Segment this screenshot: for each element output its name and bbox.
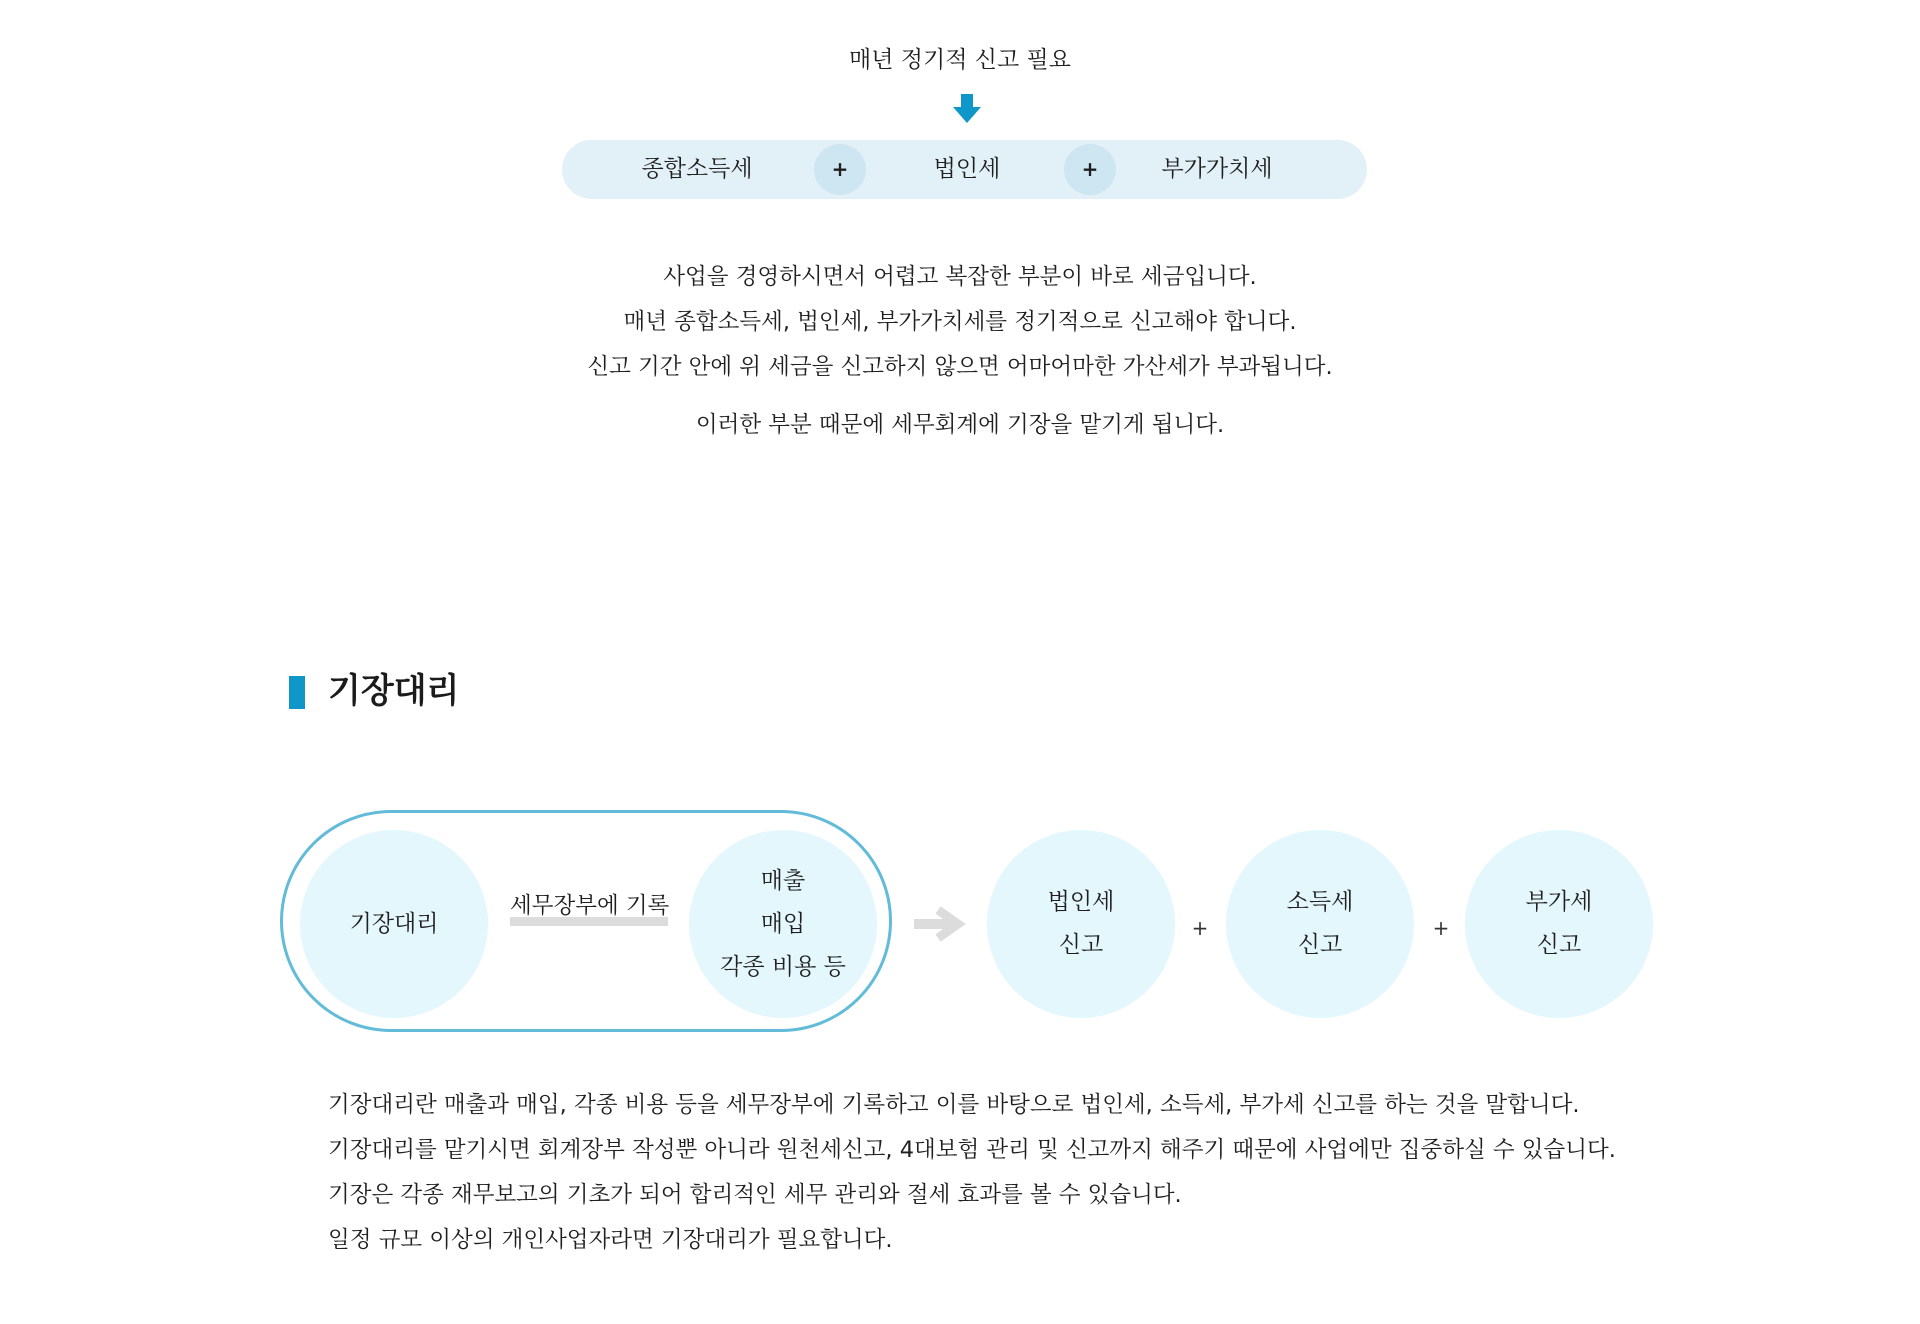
plus-icon: + — [1432, 916, 1450, 940]
down-arrow-icon — [952, 94, 982, 124]
description-line: 기장대리를 맡기시면 회계장부 작성뿐 아니라 원천세신고, 4대보험 관리 및 신고까지 해주기 때문에 사업에만 집중하실 수 있습니다. — [328, 1137, 1616, 1163]
intro-text — [0, 258, 1920, 451]
bookkeeping-description — [328, 1086, 1728, 1266]
filing-action: 신고 — [1536, 932, 1582, 958]
bookkeeping-label: 기장대리 — [349, 910, 439, 937]
description-line: 기장은 각종 재무보고의 기초가 되어 합리적인 세무 관리와 절세 효과를 볼 수 있습니다. — [328, 1182, 1182, 1208]
plus-icon: + — [814, 144, 866, 195]
intro-line: 신고 기간 안에 위 세금을 신고하지 않으면 어마어마한 가산세가 부과됩니다. — [587, 354, 1333, 380]
section-title: 기장대리 — [328, 671, 460, 711]
filing-requirement-note: 매년 정기적 신고 필요 — [849, 47, 1071, 73]
plus-icon: + — [1064, 144, 1116, 195]
record-label: 세무장부에 기록 — [510, 893, 670, 919]
filing-circle-vat — [1465, 830, 1653, 1018]
filing-tax: 소득세 — [1286, 889, 1354, 915]
intro-line: 이러한 부분 때문에 세무회계에 기장을 맡기게 됩니다. — [695, 412, 1225, 438]
filing-circle-corporate — [987, 830, 1175, 1018]
right-arrow-icon — [914, 906, 968, 942]
filing-tax: 법인세 — [1047, 889, 1115, 915]
plus-icon: + — [1191, 916, 1209, 940]
filing-tax: 부가세 — [1525, 889, 1593, 915]
ledger-item: 각종 비용 등 — [720, 953, 846, 980]
heading-marker-icon — [289, 676, 305, 709]
filing-action: 신고 — [1058, 932, 1104, 958]
tax-item-vat: 부가가치세 — [1161, 156, 1273, 182]
tax-item-corporate: 법인세 — [933, 156, 1001, 182]
tax-types-bar — [562, 140, 1367, 199]
ledger-item: 매출 — [760, 867, 806, 894]
ledger-items-circle — [689, 830, 877, 1018]
description-line: 일정 규모 이상의 개인사업자라면 기장대리가 필요합니다. — [328, 1227, 893, 1253]
intro-line: 사업을 경영하시면서 어렵고 복잡한 부분이 바로 세금입니다. — [663, 264, 1257, 290]
ledger-item: 매입 — [760, 910, 806, 937]
intro-line: 매년 종합소득세, 법인세, 부가가치세를 정기적으로 신고해야 합니다. — [623, 309, 1297, 335]
filing-circle-income — [1226, 830, 1414, 1018]
filing-action: 신고 — [1297, 932, 1343, 958]
description-line: 기장대리란 매출과 매입, 각종 비용 등을 세무장부에 기록하고 이를 바탕으로 법인세, 소득세, 부가세 신고를 하는 것을 말합니다. — [328, 1092, 1580, 1118]
tax-item-income: 종합소득세 — [641, 156, 753, 182]
bookkeeping-circle — [300, 830, 488, 1018]
